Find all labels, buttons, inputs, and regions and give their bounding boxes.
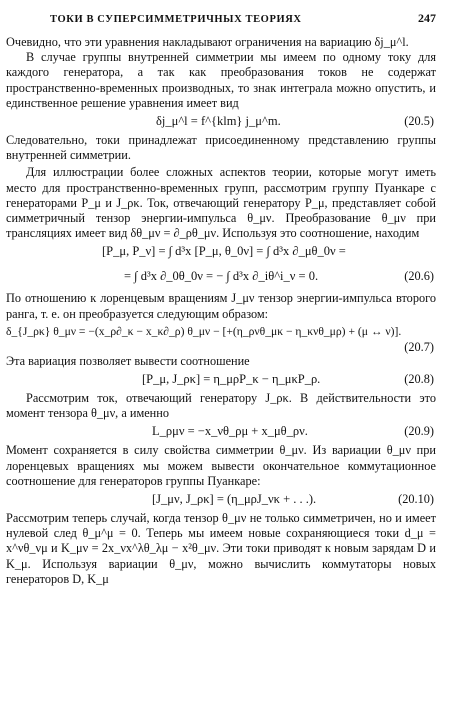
equation-20-6-line-1-body: [P_μ, P_ν] = ∫ d³x [P_μ, θ_0ν] = ∫ d³x ∂_μθ_0ν = [102, 244, 346, 259]
equation-20-6-line-2-body: = ∫ d³x ∂_0θ_0ν = − ∫ d³x ∂_iθ^i_ν = 0. [124, 269, 319, 284]
paragraph-9: Рассмотрим теперь случай, когда тензор θ_μν не только симметричен, но и имеет нулевой след θ_μ^μ = 0. Теперь мы имеем новые сохраняющиеся токи d_μ = x^νθ_νμ и K_μν = 2x_νx^λθ_λμ − x²θ_μν. Эти токи приводят к новым зарядам D и K_μ. Используя вариации θ_μν, можно вычислить коммутаторы новых генераторов D, K_μ [6, 511, 436, 586]
equation-20-10-number: (20.10) [398, 492, 434, 507]
equation-20-6-number: (20.6) [404, 269, 434, 284]
paragraph-2: В случае группы внутренней симметрии мы имеем по одному току для каждого генератора, а так как преобразования токов не содержат пространственно-временных производных, то знак интеграла можно опустить, и единственное решение уравнения имеет вид [6, 50, 436, 110]
paragraph-6: Эта вариация позволяет вывести соотношение [6, 353, 250, 368]
equation-20-9 [6, 421, 436, 443]
equation-20-7-number: (20.7) [404, 339, 434, 354]
equation-20-7-body: δ_{J_ρκ} θ_μν = −(x_ρ∂_κ − x_κ∂_ρ) θ_μν − [+(η_ρνθ_μκ − η_κνθ_μρ) + (μ ↔ ν)]. [6, 324, 402, 338]
page-number: 247 [418, 11, 436, 25]
equation-20-8-body: [P_μ, J_ρκ] = η_μρP_κ − η_μκP_ρ. [142, 372, 321, 387]
running-header [6, 11, 436, 35]
equation-20-8-number: (20.8) [404, 372, 434, 387]
equation-20-5-body: δj_μ^l = f^{klm} j_μ^m. [156, 114, 281, 129]
equation-20-8 [6, 369, 436, 391]
paragraph-8: Момент сохраняется в силу свойства симметрии θ_μν. Из вариации θ_μν при лоренцевых вращениях мы можем вывести окончательное коммутационное соотношение для генераторов группы Пуанкаре: [6, 443, 436, 488]
paragraph-1: Очевидно, что эти уравнения накладывают ограничения на вариацию δj_μ^l. [6, 35, 409, 49]
equation-20-9-number: (20.9) [404, 424, 434, 439]
equation-20-5-number: (20.5) [404, 114, 434, 129]
running-title: ТОКИ В СУПЕРСИММЕТРИЧНЫХ ТЕОРИЯХ [50, 14, 302, 25]
paragraph-7: Рассмотрим ток, отвечающий генератору J_ρκ. В действительности это момент тензора θ_μν, а именно [6, 391, 436, 421]
equation-20-10 [6, 489, 436, 511]
equation-20-6-line-2 [6, 266, 436, 291]
paragraph-4: Для иллюстрации более сложных аспектов теории, которые могут иметь место для пространственно-временных групп, рассмотрим группу Пуанкаре с генераторами P_μ и J_ρκ. Ток, отвечающий генератору P_μ, представляет собой симметричный тензор энергии-импульса θ_μν. Преобразование θ_μν при трансляциях имеет вид δθ_μν = ∂_ρθ_μν. Используя это соотношение, находим [6, 165, 436, 241]
equation-20-9-body: L_ρμν = −x_νθ_ρμ + x_μθ_ρν. [152, 424, 308, 439]
equation-20-10-body: [J_μν, J_ρκ] = (η_μρJ_νκ + . . .). [152, 492, 317, 507]
equation-20-7 [6, 322, 436, 340]
paragraph-3: Следовательно, токи принадлежат присоединенному представлению группы внутренней симметрии. [6, 133, 436, 163]
paragraph-5: По отношению к лоренцевым вращениям J_μν тензор энергии-импульса второго ранга, т. е. он преобразуется следующим образом: [6, 291, 436, 321]
equation-20-5 [6, 111, 436, 133]
equation-20-6-line-1 [6, 241, 436, 266]
